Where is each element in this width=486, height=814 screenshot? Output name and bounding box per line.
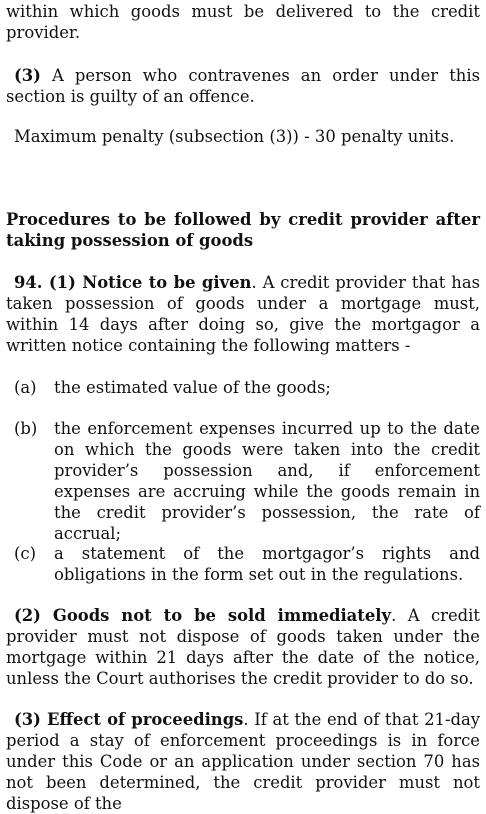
subsection-2-text: . A credit provider must not dispose of goods taken under the mortgage within 21 days after the date of the notice, unless the Court authorises the credit provider to do so. [6, 606, 480, 688]
section-heading: Procedures to be followed by credit provider after taking possession of goods [6, 210, 480, 250]
subsection-3-paragraph [6, 65, 480, 107]
list-item-label: (a) [14, 378, 37, 397]
section-94-paragraph [6, 272, 480, 356]
list-item-text: the enforcement expenses incurred up to the date on which the goods were taken into the credit provider’s possession and, if enforcement expenses are accruing while the goods remain in the credit provider’s possession, the rate of accrual; [54, 419, 480, 543]
subsection-3b-title: (3) Effect of proceedings [14, 710, 244, 729]
penalty-line: Maximum penalty (subsection (3)) - 30 penalty units. [14, 127, 455, 146]
list-item-label: (c) [14, 544, 36, 563]
list-item-text: a statement of the mortgagor’s rights and obligations in the form set out in the regulations. [54, 544, 480, 584]
subsection-3b-text: . If at the end of that 21-day period a stay of enforcement proceedings is in force under this Code or an application under section 70 has not been determined, the credit provider must not dispose of the [6, 710, 481, 813]
subsection-3b-paragraph [6, 709, 480, 814]
list-item-label: (b) [14, 419, 38, 438]
continuation-text: within which goods must be delivered to the credit provider. [6, 2, 480, 42]
subsection-2-title: (2) Goods not to be sold immediately [14, 606, 392, 625]
subsection-2-paragraph [6, 605, 480, 689]
subsection-3-number: (3) [14, 66, 41, 85]
list-item-a [6, 377, 480, 398]
section-94-text: . A credit provider that has taken possession of goods under a mortgage must, within 14 days after doing so, give the mortgagor a written notice containing the following matters - [6, 273, 480, 355]
list-item-b [6, 418, 480, 544]
section-94-title: 94. (1) Notice to be given [14, 273, 252, 292]
list-item-c [6, 543, 480, 585]
subsection-3-text: A person who contravenes an order under this section is guilty of an offence. [6, 66, 480, 106]
list-item-text: the estimated value of the goods; [54, 378, 331, 397]
